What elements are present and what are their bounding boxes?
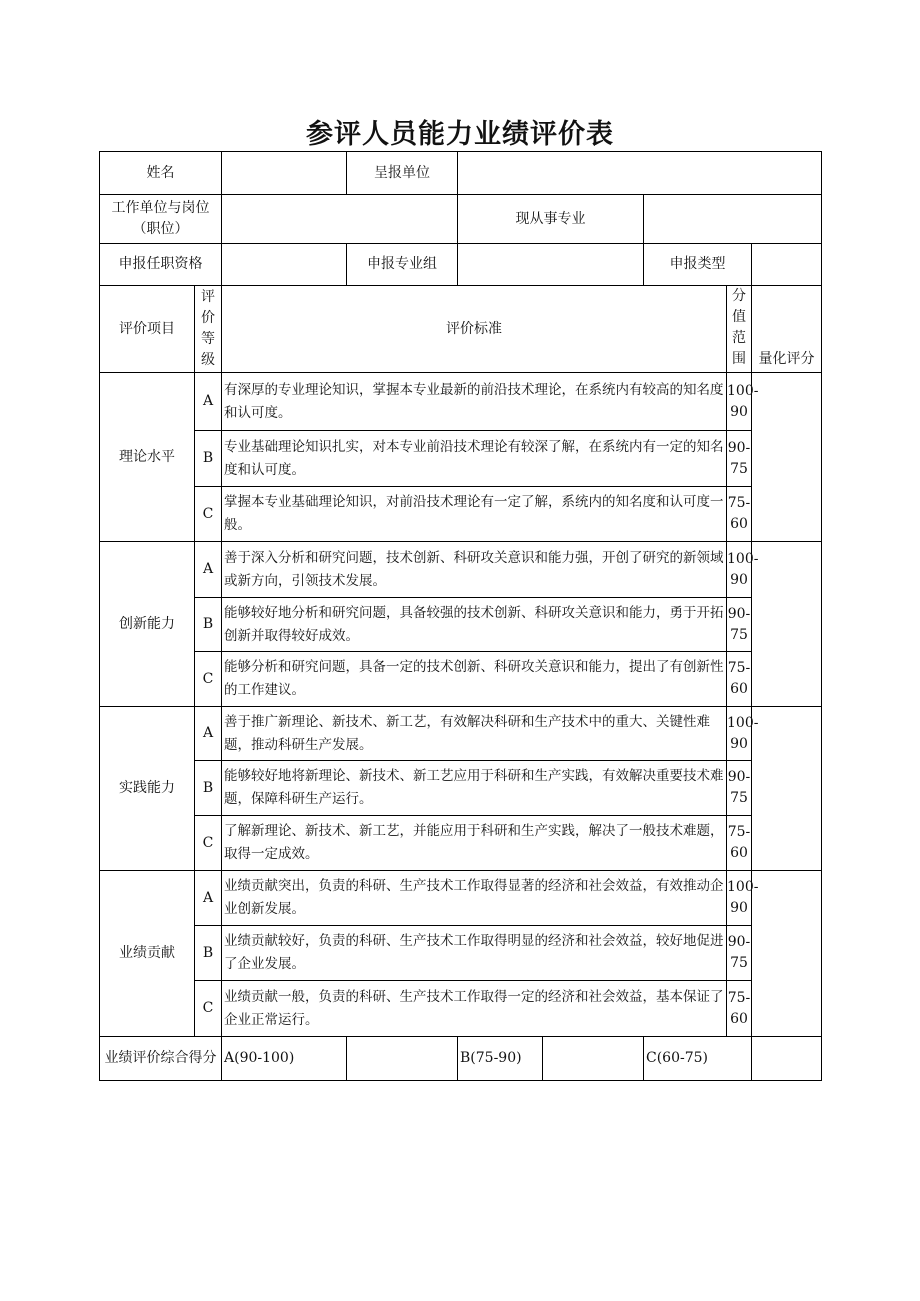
score-field[interactable] xyxy=(752,542,822,707)
grade-cell: C xyxy=(195,652,222,707)
grade-cell: B xyxy=(195,598,222,652)
type-label: 申报类型 xyxy=(644,244,752,286)
qualification-field[interactable] xyxy=(222,244,347,286)
grade-cell: A xyxy=(195,373,222,431)
header-score: 量化评分 xyxy=(752,286,822,373)
criteria-text: 了解新理论、新技术、新工艺，并能应用于科研和生产实践，解决了一般技术难题，取得一定成效。 xyxy=(222,816,727,871)
section-name: 创新能力 xyxy=(100,542,195,707)
qualification-label: 申报任职资格 xyxy=(100,244,222,286)
criteria-text: 善于推广新理论、新技术、新工艺，有效解决科研和生产技术中的重大、关键性难题，推动科研生产发展。 xyxy=(222,707,727,761)
unit-label: 呈报单位 xyxy=(347,152,458,195)
option-b-label: B(75-90) xyxy=(458,1037,543,1081)
table-row xyxy=(100,652,822,707)
range-cell: 75-60 xyxy=(727,981,752,1037)
range-cell: 75-60 xyxy=(727,487,752,542)
overall-score-label: 业绩评价综合得分 xyxy=(100,1037,222,1081)
table-row xyxy=(100,761,822,816)
range-cell: 100-90 xyxy=(727,707,752,761)
profession-label: 现从事专业 xyxy=(458,195,644,244)
criteria-text: 能够较好地分析和研究问题，具备较强的技术创新、科研攻关意识和能力，勇于开拓创新并取得较好成效。 xyxy=(222,598,727,652)
unit-field[interactable] xyxy=(458,152,822,195)
range-cell: 90-75 xyxy=(727,431,752,487)
table-row xyxy=(100,373,822,431)
profession-field[interactable] xyxy=(644,195,822,244)
name-label: 姓名 xyxy=(100,152,222,195)
grade-cell: A xyxy=(195,542,222,598)
section-name: 理论水平 xyxy=(100,373,195,542)
option-c-label: C(60-75) xyxy=(644,1037,752,1081)
criteria-text: 善于深入分析和研究问题，技术创新、科研攻关意识和能力强，开创了研究的新领域或新方向，引领技术发展。 xyxy=(222,542,727,598)
table-row xyxy=(100,487,822,542)
header-grade: 评价等级 xyxy=(195,286,222,373)
section-name: 业绩贡献 xyxy=(100,871,195,1037)
grade-cell: C xyxy=(195,816,222,871)
grade-cell: B xyxy=(195,926,222,981)
info-row-3 xyxy=(100,244,822,286)
section-name: 实践能力 xyxy=(100,707,195,871)
grade-cell: A xyxy=(195,707,222,761)
score-field[interactable] xyxy=(752,871,822,1037)
option-a-label: A(90-100) xyxy=(222,1037,347,1081)
criteria-text: 掌握本专业基础理论知识，对前沿技术理论有一定了解，系统内的知名度和认可度一般。 xyxy=(222,487,727,542)
overall-score-row xyxy=(100,1037,822,1081)
table-row xyxy=(100,816,822,871)
option-c-field[interactable] xyxy=(752,1037,822,1081)
header-item: 评价项目 xyxy=(100,286,195,373)
criteria-text: 业绩贡献一般，负责的科研、生产技术工作取得一定的经济和社会效益，基本保证了企业正常运行。 xyxy=(222,981,727,1037)
info-row-1 xyxy=(100,152,822,195)
criteria-text: 能够分析和研究问题，具备一定的技术创新、科研攻关意识和能力，提出了有创新性的工作建议。 xyxy=(222,652,727,707)
option-a-field[interactable] xyxy=(347,1037,458,1081)
range-cell: 90-75 xyxy=(727,761,752,816)
criteria-text: 专业基础理论知识扎实，对本专业前沿技术理论有较深了解，在系统内有一定的知名度和认可度。 xyxy=(222,431,727,487)
score-field[interactable] xyxy=(752,707,822,871)
table-row xyxy=(100,542,822,598)
range-cell: 100-90 xyxy=(727,373,752,431)
criteria-text: 业绩贡献较好，负责的科研、生产技术工作取得明显的经济和社会效益，较好地促进了企业发展。 xyxy=(222,926,727,981)
range-cell: 90-75 xyxy=(727,598,752,652)
grade-cell: C xyxy=(195,981,222,1037)
criteria-text: 能够较好地将新理论、新技术、新工艺应用于科研和生产实践，有效解决重要技术难题，保障科研生产运行。 xyxy=(222,761,727,816)
option-b-field[interactable] xyxy=(543,1037,644,1081)
group-label: 申报专业组 xyxy=(347,244,458,286)
range-cell: 75-60 xyxy=(727,652,752,707)
page-title: 参评人员能力业绩评价表 xyxy=(306,119,614,150)
table-row xyxy=(100,707,822,761)
table-row xyxy=(100,871,822,926)
header-range: 分值范围 xyxy=(727,286,752,373)
criteria-text: 有深厚的专业理论知识，掌握本专业最新的前沿技术理论，在系统内有较高的知名度和认可度。 xyxy=(222,373,727,431)
header-row xyxy=(100,286,822,373)
grade-cell: B xyxy=(195,761,222,816)
range-cell: 100-90 xyxy=(727,542,752,598)
grade-cell: B xyxy=(195,431,222,487)
workplace-label: 工作单位与岗位（职位） xyxy=(100,195,222,244)
criteria-text: 业绩贡献突出，负责的科研、生产技术工作取得显著的经济和社会效益，有效推动企业创新发展。 xyxy=(222,871,727,926)
grade-cell: C xyxy=(195,487,222,542)
range-cell: 90-75 xyxy=(727,926,752,981)
range-cell: 75-60 xyxy=(727,816,752,871)
info-row-2 xyxy=(100,195,822,244)
table-row xyxy=(100,431,822,487)
name-field[interactable] xyxy=(222,152,347,195)
table-row xyxy=(100,598,822,652)
header-standard: 评价标准 xyxy=(222,286,727,373)
type-field[interactable] xyxy=(752,244,822,286)
table-row xyxy=(100,926,822,981)
grade-cell: A xyxy=(195,871,222,926)
workplace-field[interactable] xyxy=(222,195,458,244)
evaluation-form-table xyxy=(99,151,822,1081)
range-cell: 100-90 xyxy=(727,871,752,926)
table-row xyxy=(100,981,822,1037)
score-field[interactable] xyxy=(752,373,822,542)
group-field[interactable] xyxy=(458,244,644,286)
